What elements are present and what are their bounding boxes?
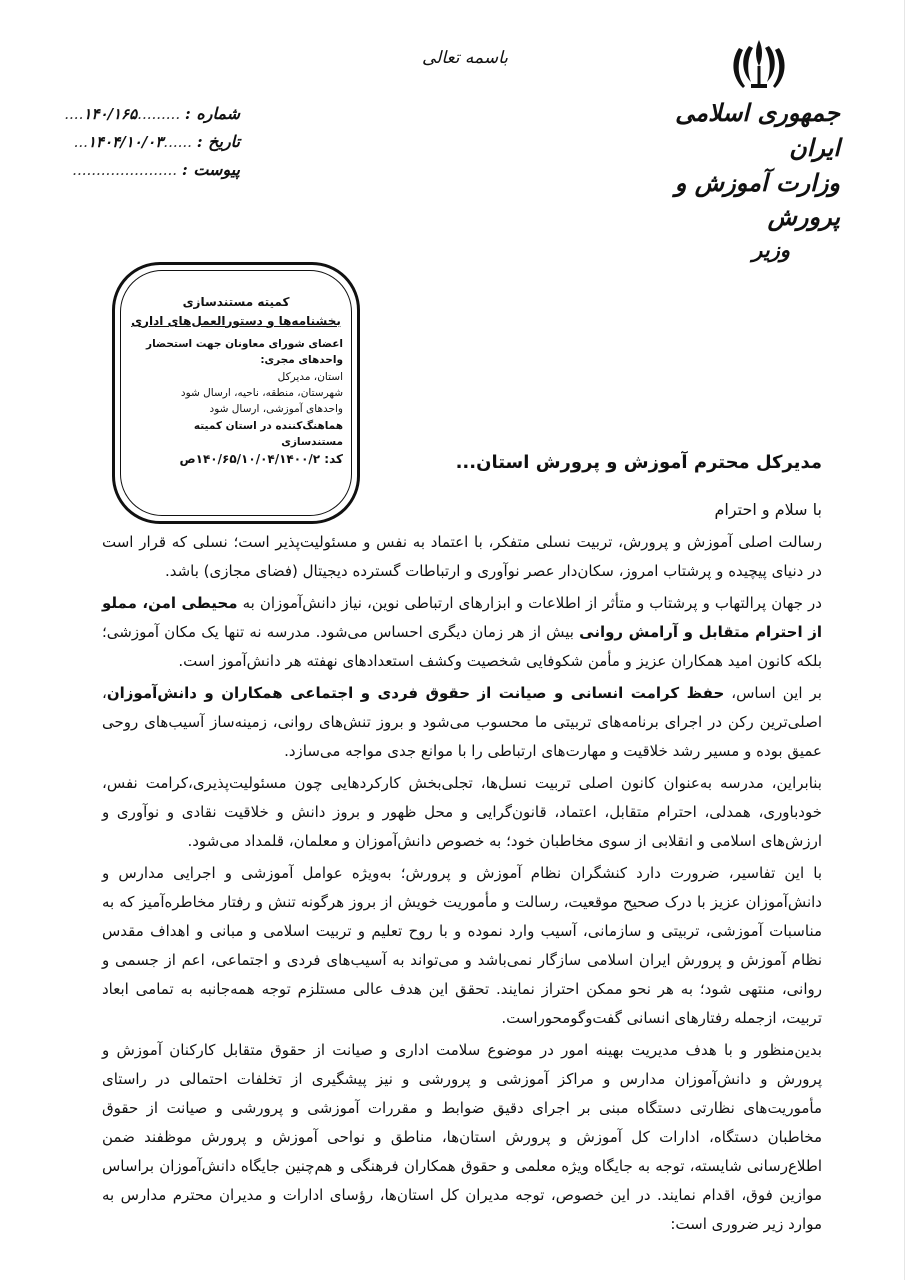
letter-body [102, 528, 822, 1242]
number-label: شماره : [184, 104, 240, 123]
date-label: تاریخ : [196, 132, 240, 151]
scan-edge-divider [904, 0, 905, 1280]
date-row: تاریخ : ......۱۴۰۴/۱۰/۰۳... [73, 132, 240, 151]
paragraph-3-text: بر این اساس، [724, 684, 822, 702]
paragraph-1: رسالت اصلی آموزش و پرورش، تربیت نسلی متفکر، با اعتماد به نفس و مسئولیت‌پذیر است؛ نسلی که قرار است در دنیای پیچیده و پرشتاب امروز، سکان‌دار عصر نوآوری و ارتباطات گسترده دیجیتال (فضای مجازی) باشد. [102, 533, 822, 580]
paragraph-4: بنابراین، مدرسه به‌عنوان کانون اصلی تربیت نسل‌ها، تجلی‌بخش کارکردهایی چون مسئولیت‌پذیری،کرامت نفس، خودباوری، همدلی، احترام متقابل، اعتماد، قانون‌گرایی و محل ظهور و بروز دانش و خلاقیت نقادی و نوآوری و ارزش‌های اسلامی و انقلابی از سوی مخاطبان خود؛ به خصوص دانش‌آموزان و معلمان، قلمداد می‌شود. [102, 774, 822, 850]
paragraph-2-text: در جهان پرالتهاب و پرشتاب و متأثر از اطلاعات و ابزارهای ارتباطی نوین، نیاز دانش‌آموزان به [237, 594, 822, 612]
stamp-content [129, 293, 343, 469]
stamp-line: اعضای شورای معاونان جهت استحضار [146, 338, 343, 351]
paragraph-3-emphasis: حفظ کرامت انسانی و صیانت از حقوق فردی و اجتماعی همکاران و دانش‌آموزان [106, 684, 725, 702]
paragraph-3-text-end: ، اصلی‌ترین رکن در اجرای برنامه‌های تربیتی ما محسوب می‌شود و بروز تنش‌های روانی، زمینه‌ساز آسیب‌های روحی عمیق بوده و مسیر رشد خلاقیت و مهارت‌های ارتباطی را با موانع جدی مواجه می‌سازد. [102, 684, 822, 760]
paragraph-3 [102, 679, 822, 766]
stamp-title: کمیته مستندسازی [182, 295, 290, 309]
date-value: ۱۴۰۴/۱۰/۰۳ [87, 133, 164, 151]
stamp-line: واحدهای مجری: [260, 354, 343, 367]
stamp-line: شهرستان، منطقه، ناحیه، ارسال شود [180, 386, 343, 399]
addressee: مدیرکل محترم آموزش و پرورش استان... [455, 452, 822, 473]
attachment-row: پیوست : ...................... [72, 160, 240, 179]
paragraph-6: بدین‌منظور و با هدف مدیریت بهینه امور در موضوع سلامت اداری و صیانت از حقوق متقابل کارکنان آموزش و پرورش و دانش‌آموزان مدارس و مراکز آموزشی و پرورشی و نیز پیشگیری از تخلفات احتمالی در راستای مأموریت‌های نظارتی دستگاه مبنی بر اجرای دقیق ضوابط و مقررات آموزشی و پرورشی و صیانت از حقوق مخاطبان دستگاه، ادارات کل آموزش و پرورش استان‌ها، مناطق و نواحی آموزش و پرورش موظفند ضمن اطلاع‌رسانی شایسته، توجه به جایگاه ویژه معلمی و حقوق همکاران فرهنگی و هم‌چنین جایگاه دانش‌آموزان براساس موازین فوق، اقدام نمایند. در این خصوص، توجه مدیران کل استان‌ها، رؤسای ادارات و مدیران محترم مدارس به موارد زیر ضروری است: [102, 1041, 822, 1233]
letterhead-ministry: وزارت آموزش و پرورش [674, 167, 840, 232]
stamp-code: کد: ۱۴۰/۶۵/۱۰/۰۴/۱۴۰۰/۲ص [179, 452, 343, 467]
stamp-subtitle: بخشنامه‌ها و دستورالعمل‌های اداری [131, 313, 341, 328]
number-value: ۱۴۰/۱۶۵ [83, 105, 138, 123]
attachment-label: پیوست : [181, 160, 240, 179]
paragraph-5: با این تفاسیر، ضرورت دارد کنشگران نظام آموزش و پرورش؛ به‌ویژه عوامل آموزشی و اجرایی مدارس و دانش‌آموزان عزیز با درک صحیح موقعیت، رسالت و مأموریت خویش از بروز هرگونه تنش و رفتار مخاطره‌آمیز که به مناسبات آموزشی، تربیتی و سازمانی، آسیب وارد نموده و با روح تعلیم و تربیت اسلامی و مبانی و اهداف مقدس نظام آموزش و پرورش ایران اسلامی سازگار نمی‌باشد و می‌تواند به آسیب‌های فردی و اجتماعی، اعم از جسمی و روانی، منتهی شود؛ به هر نحو ممکن احتراز نمایند. تحقق این هدف عالی مستلزم توجه همه‌جانبه به تمامی ابعاد تربیت، ازجمله رفتارهای انسانی گفت‌وگومحوراست. [102, 864, 822, 1027]
stamp-line: واحدهای آموزشی، ارسال شود [209, 403, 343, 416]
letterhead-country: جمهوری اسلامی ایران [675, 98, 840, 162]
greeting: با سلام و احترام [714, 500, 822, 519]
committee-stamp [112, 262, 360, 524]
paragraph-2 [102, 589, 822, 676]
bismillah-heading: باسمه تعالی [422, 48, 508, 68]
letterhead-minister: وزیر [752, 237, 790, 263]
stamp-line: هماهنگ‌کننده در استان کمیته مستندسازی [193, 419, 343, 448]
iran-emblem-icon [729, 36, 789, 92]
stamp-line: استان، مدیرکل [277, 370, 343, 383]
letter-meta [60, 100, 240, 184]
number-row: شماره : .........۱۴۰/۱۶۵.... [64, 104, 240, 123]
paragraph-2-text-end: بیش از هر زمان دیگری احساس می‌شود. مدرسه نه تنها یک مکان آموزشی؛ بلکه کانون امید همکاران عزیز و مأمن شکوفایی شخصیت وکشف استعدادهای نهفته هر دانش‌آموز است. [102, 623, 822, 670]
ministry-letterhead [640, 96, 840, 266]
paragraph-2-emphasis: محیطی امن، مملو از احترام متقابل و آرامش روانی [102, 594, 822, 641]
